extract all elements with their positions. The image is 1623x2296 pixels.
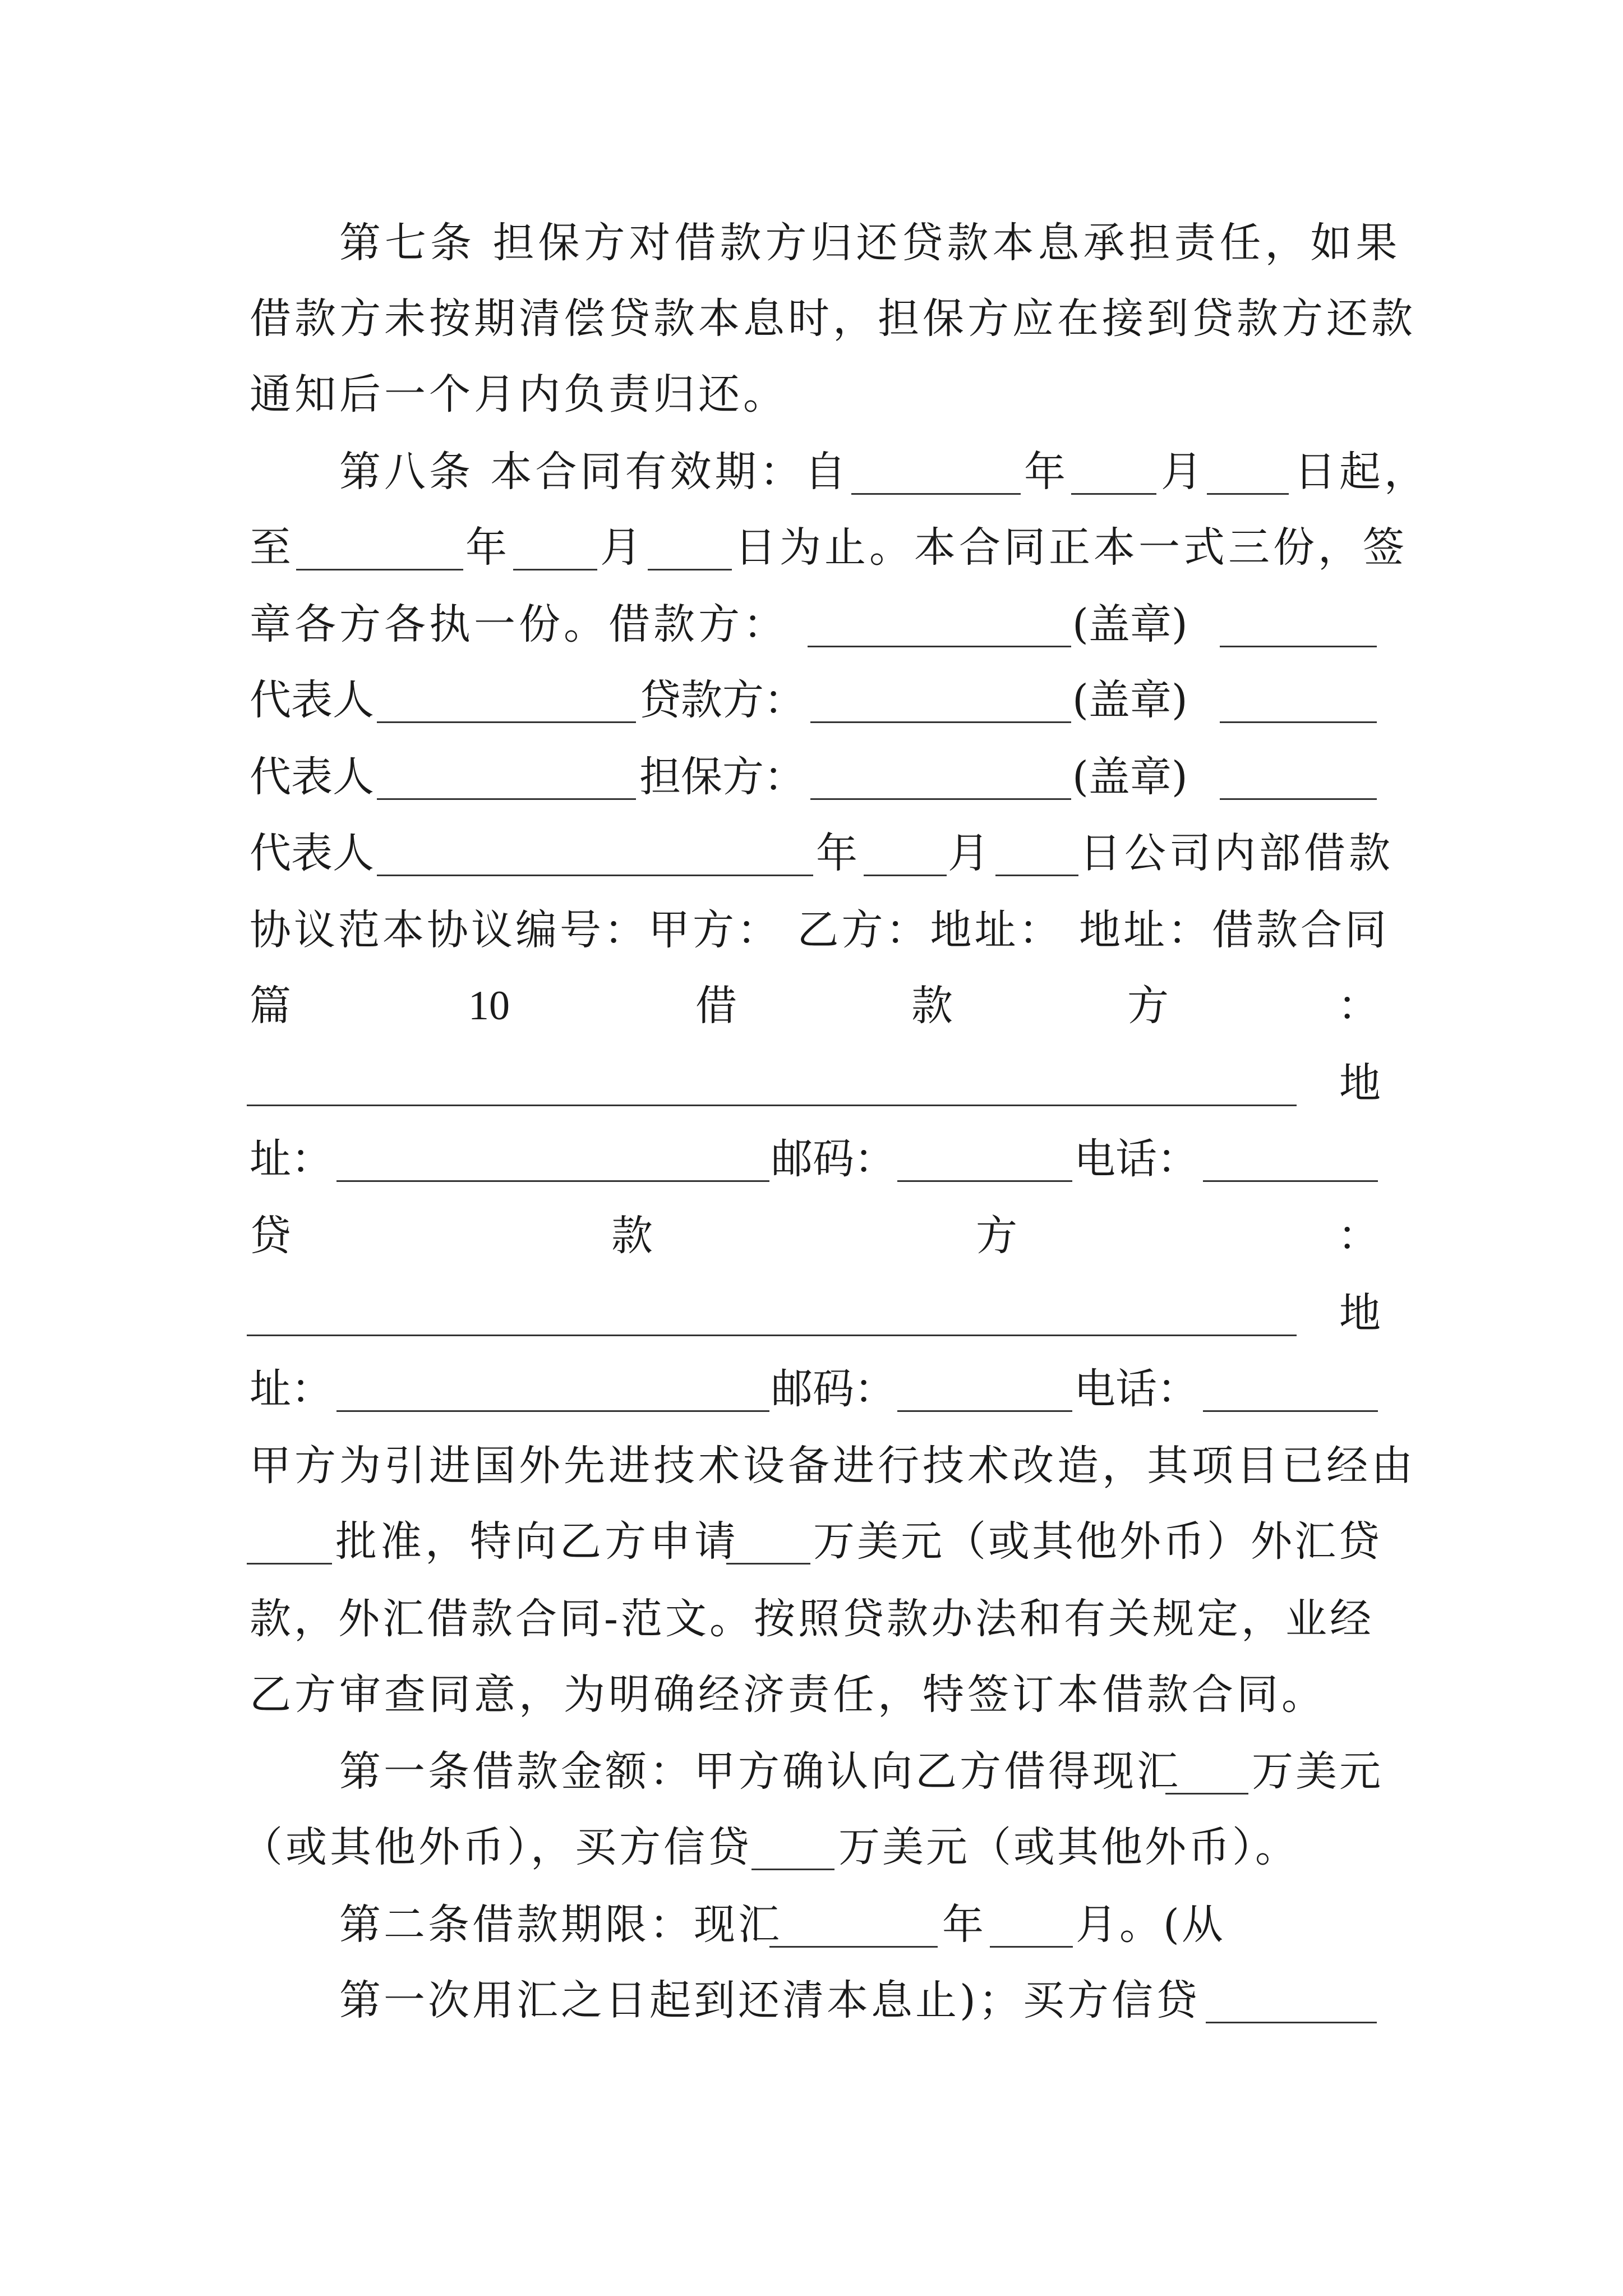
- borrower-label: 章各方各执一份。借款方：: [250, 600, 788, 648]
- blank-field: [990, 1946, 1073, 1948]
- paragraph-text: 万美元（或其他外币）外汇贷: [813, 1517, 1382, 1566]
- seal-label: (盖章): [1072, 753, 1188, 801]
- blank-field: [995, 875, 1078, 876]
- blank-field: [247, 1563, 332, 1565]
- postcode-label: 邮码：: [771, 1135, 896, 1183]
- blank-field: [897, 1410, 1072, 1412]
- clause-2-text: 第二条借款期限：现汇: [339, 1901, 782, 1949]
- clause-8-text: 第八条 本合同有效期：自: [339, 448, 850, 496]
- colon-char: ：: [1338, 1212, 1379, 1260]
- blank-field: [810, 721, 1071, 723]
- blank-field: [336, 1180, 769, 1182]
- blank-field: [247, 1335, 1297, 1336]
- paragraph-text: 万美元: [1252, 1747, 1383, 1796]
- seal-label: (盖章): [1072, 676, 1188, 724]
- borrower-char: 款: [911, 982, 953, 1030]
- blank-field: [1203, 1410, 1378, 1412]
- clause-7-text: 第七条 担保方对借款方归还贷款本息承担责任，如果: [339, 219, 1401, 267]
- year-label: 年: [942, 1901, 984, 1949]
- paragraph-text: 甲方为引进国外先进技术设备进行技术改造，其项目已经由: [250, 1442, 1416, 1490]
- paragraph-text: 协议范本协议编号：甲方： 乙方：地址： 地址：借款合同: [250, 906, 1390, 954]
- month-label: 月: [1161, 448, 1202, 496]
- address-label: 址：: [250, 1365, 333, 1413]
- borrower-char: 借: [695, 982, 737, 1030]
- blank-field: [377, 798, 636, 800]
- representative-label: 代表人: [250, 676, 374, 724]
- year-label: 年: [465, 523, 507, 572]
- paragraph-text: 第一次用汇之日起到还清本息止)；买方信贷: [339, 1976, 1200, 2024]
- guarantor-label: 担保方：: [639, 753, 805, 801]
- representative-label: 代表人: [250, 753, 374, 801]
- blank-field: [1071, 493, 1156, 495]
- blank-field: [1220, 646, 1377, 647]
- blank-field: [1203, 1180, 1378, 1182]
- blank-field: [897, 1180, 1072, 1182]
- blank-field: [513, 569, 597, 570]
- address-label: 址：: [250, 1135, 333, 1183]
- blank-field: [336, 1410, 769, 1412]
- blank-field: [377, 875, 813, 876]
- blank-field: [769, 1946, 938, 1948]
- blank-field: [808, 646, 1071, 647]
- paragraph-text: 批准，特向乙方申请: [335, 1517, 739, 1566]
- blank-field: [810, 798, 1071, 800]
- paragraph-text: 借款方未按期清偿贷款本息时，担保方应在接到贷款方还款: [250, 295, 1416, 343]
- lender-char: 款: [611, 1212, 653, 1260]
- month-label: 月: [600, 523, 642, 572]
- address-char: 地: [1339, 1289, 1381, 1337]
- blank-field: [1165, 1793, 1248, 1795]
- lender-char: 方: [976, 1212, 1017, 1260]
- colon-char: ：: [1338, 982, 1379, 1030]
- month-label: 月: [948, 829, 989, 877]
- blank-field: [377, 721, 636, 723]
- blank-field: [851, 493, 1021, 495]
- blank-field: [247, 1105, 1297, 1106]
- paragraph-text: 日为止。本合同正本一式三份，签: [735, 523, 1408, 572]
- seal-label: (盖章): [1072, 600, 1188, 648]
- blank-field: [1206, 2022, 1377, 2023]
- paragraph-text: 乙方审查同意，为明确经济责任，特签订本借款合同。: [250, 1671, 1326, 1719]
- lender-char: 贷: [250, 1212, 291, 1260]
- chapter-number: 10: [468, 983, 510, 1029]
- lender-label: 贷款方：: [639, 676, 805, 724]
- blank-field: [1220, 721, 1377, 723]
- paragraph-text: 通知后一个月内负责归还。: [250, 370, 788, 418]
- paragraph-text: 款，外汇借款合同-范文。按照贷款办法和有关规定，业经: [250, 1595, 1375, 1643]
- clause-1-text: 第一条借款金额：甲方确认向乙方借得现汇: [339, 1747, 1181, 1796]
- year-label: 年: [816, 829, 857, 877]
- blank-field: [296, 569, 463, 570]
- blank-field: [1220, 798, 1377, 800]
- blank-field: [648, 569, 732, 570]
- blank-field: [751, 1869, 834, 1870]
- paragraph-text: 日公司内部借款: [1080, 829, 1394, 877]
- year-label: 年: [1024, 448, 1066, 496]
- paragraph-text: 月。(从: [1076, 1901, 1225, 1949]
- postcode-label: 邮码：: [771, 1365, 896, 1413]
- to-label: 至: [250, 523, 291, 572]
- paragraph-text: （或其他外币），买方信贷: [241, 1823, 752, 1871]
- blank-field: [1207, 493, 1289, 495]
- day-label: 日起，: [1294, 448, 1429, 496]
- paragraph-text: 万美元（或其他外币）。: [838, 1823, 1299, 1871]
- phone-label: 电话：: [1074, 1365, 1198, 1413]
- blank-field: [864, 875, 947, 876]
- address-char: 地: [1339, 1059, 1381, 1107]
- borrower-char: 方: [1127, 982, 1169, 1030]
- representative-label: 代表人: [250, 829, 374, 877]
- chapter-label: 篇: [250, 982, 291, 1030]
- phone-label: 电话：: [1074, 1135, 1198, 1183]
- blank-field: [726, 1563, 810, 1565]
